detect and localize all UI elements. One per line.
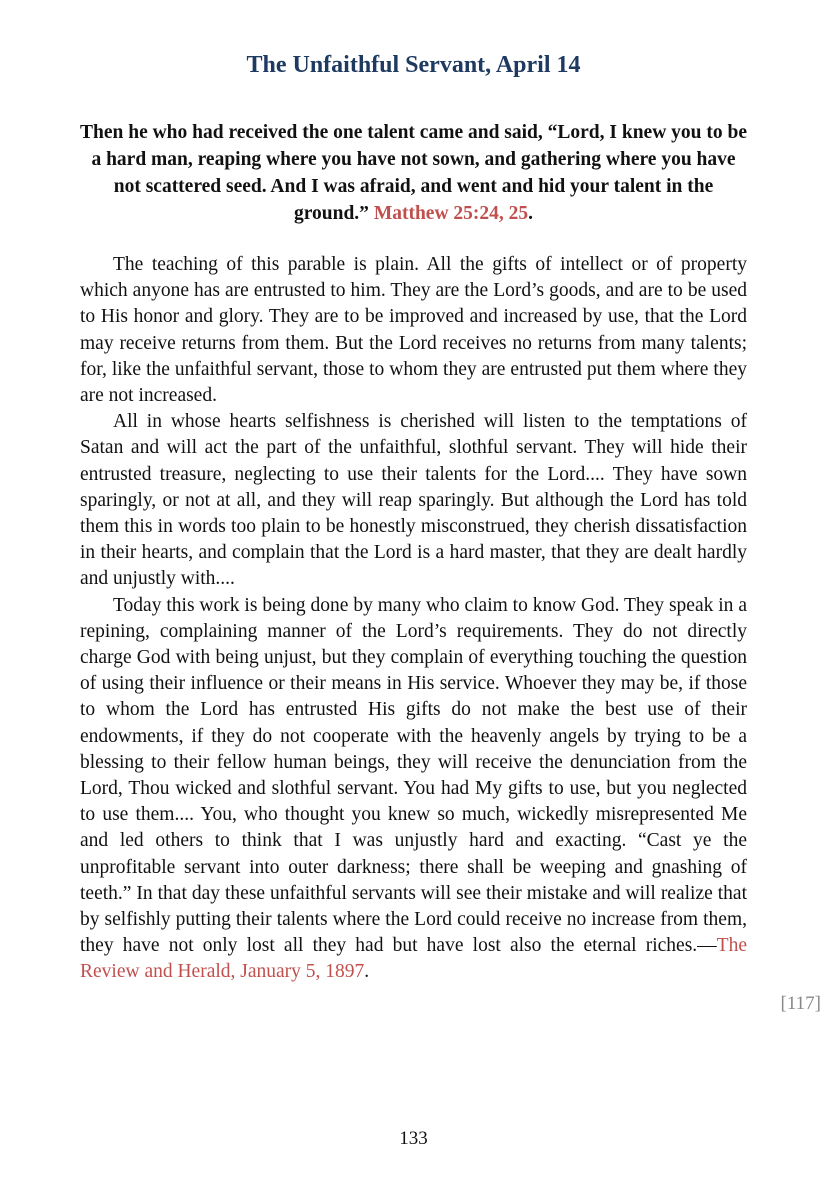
verse-end-punctuation: . <box>528 203 534 224</box>
original-page-marker: [117] <box>780 993 821 1014</box>
source-reference-link[interactable]: The Review and Herald, January 5, 1897 <box>80 935 747 983</box>
page-title: The Unfaithful Servant, April 14 <box>246 52 581 78</box>
paragraph-2: All in whose hearts selfishness is cherished will listen to the temptations of Satan and will act the part of the unfaithful, slothful servant. They will hide their entrusted treasure, neglecting to use their talents for the Lord.... They have sown sparingly, or not at all, and they will reap sparingly. But although the Lord has told them this in words too plain to be honestly misconstrued, they cherish dissatisfaction in their hearts, and complain that the Lord is a hard master, that they are dealt hardly and unjustly with.... <box>80 411 747 590</box>
reading-body <box>80 252 747 986</box>
page-number: 133 <box>399 1128 428 1149</box>
paragraph-3-end-punctuation: . <box>364 961 370 983</box>
verse-reference-link[interactable]: Matthew 25:24, 25 <box>373 203 529 224</box>
paragraph-1: The teaching of this parable is plain. All the gifts of intellect or of property which anyone has are entrusted to him. They are the Lord’s goods, and are to be used to His honor and glory. They are to be improved and increased by use, that the Lord may receive returns from them. But the Lord receives no returns from many talents; for, like the unfaithful servant, those to whom they are entrusted put them where they are not increased. <box>80 254 747 407</box>
scripture-verse <box>80 119 747 227</box>
verse-text: Then he who had received the one talent came and said, “Lord, I knew you to be a hard man, reaping where you have not sown, and gathering where you have not scattered seed. And I was afraid, and went and hid your talent in the ground.” <box>80 122 748 224</box>
paragraph-3-text: Today this work is being done by many who claim to know God. They speak in a repining, complaining manner of the Lord’s requirements. They do not directly charge God with being unjust, but they complain of everything touching the question of using their influence or their means in His service. Whoever they may be, if those to whom the Lord has entrusted His gifts do not make the best use of their endowments, if they do not cooperate with the heavenly angels by trying to be a blessing to their fellow human beings, they will receive the denunciation from the Lord, Thou wicked and slothful servant. You had My gifts to use, but you neglected to use them.... You, who thought you knew so much, wickedly misrepresented Me and led others to think that I was unjustly hard and exacting. “Cast ye the unprofitable servant into outer darkness; there shall be weeping and gnashing of teeth.” In that day these unfaithful servants will see their mistake and will realize that by selfishly putting their talents where the Lord could receive no increase from them, they have not only lost all they had but have lost also the eternal riches.— <box>80 594 747 957</box>
paragraph-3 <box>80 593 747 986</box>
